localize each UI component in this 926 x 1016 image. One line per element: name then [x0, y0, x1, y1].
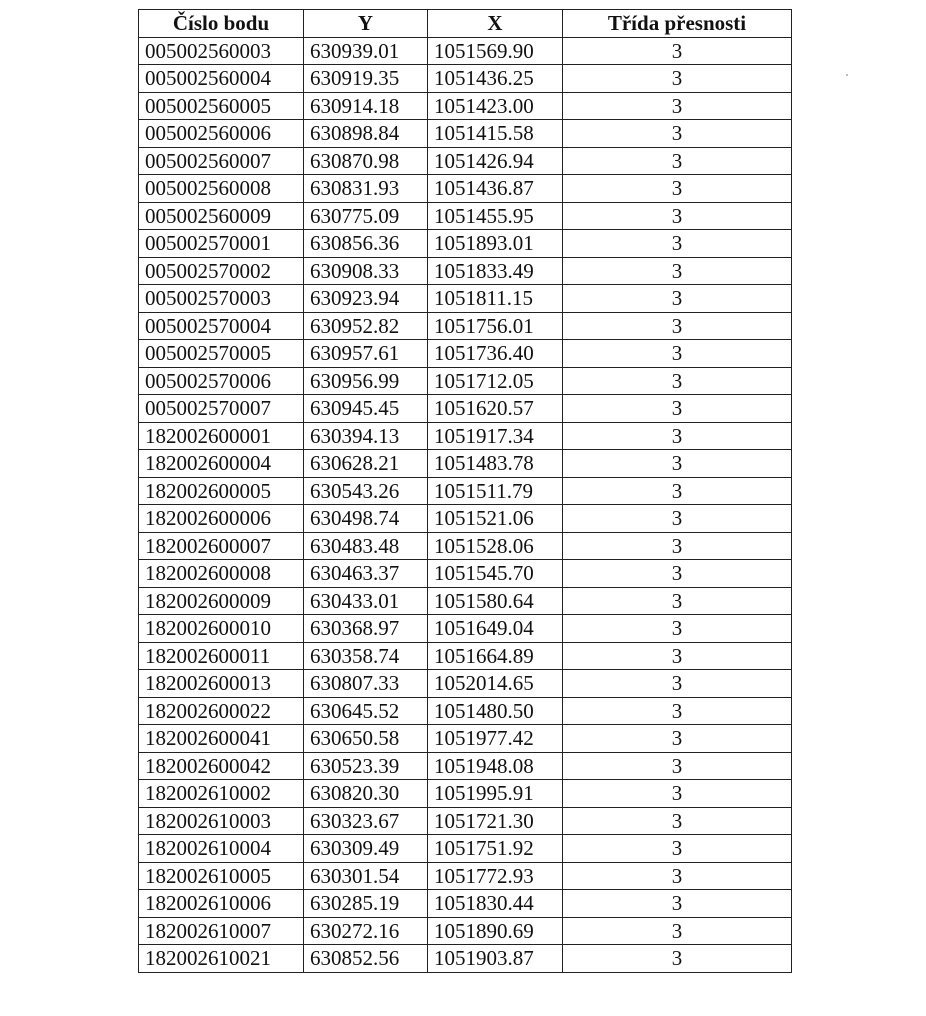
- point-number-cell: 005002570002: [139, 257, 304, 285]
- accuracy-class-cell: 3: [563, 670, 792, 698]
- accuracy-class-cell: 3: [563, 477, 792, 505]
- x-coordinate-cell: 1051620.57: [428, 395, 563, 423]
- table-row: [139, 917, 792, 945]
- table-row: [139, 615, 792, 643]
- header-row: [139, 10, 792, 38]
- y-coordinate-cell: 630807.33: [304, 670, 428, 698]
- header-x: X: [428, 10, 563, 38]
- accuracy-class-cell: 3: [563, 835, 792, 863]
- table-row: [139, 230, 792, 258]
- table-row: [139, 92, 792, 120]
- accuracy-class-cell: 3: [563, 175, 792, 203]
- table-row: [139, 587, 792, 615]
- point-number-cell: 005002570005: [139, 340, 304, 368]
- y-coordinate-cell: 630957.61: [304, 340, 428, 368]
- accuracy-class-cell: 3: [563, 587, 792, 615]
- accuracy-class-cell: 3: [563, 147, 792, 175]
- x-coordinate-cell: 1051436.25: [428, 65, 563, 93]
- point-number-cell: 182002600006: [139, 505, 304, 533]
- point-number-cell: 182002610004: [139, 835, 304, 863]
- accuracy-class-cell: 3: [563, 395, 792, 423]
- table-row: [139, 725, 792, 753]
- y-coordinate-cell: 630952.82: [304, 312, 428, 340]
- point-number-cell: 005002560008: [139, 175, 304, 203]
- point-number-cell: 005002570003: [139, 285, 304, 313]
- accuracy-class-cell: 3: [563, 560, 792, 588]
- accuracy-class-cell: 3: [563, 642, 792, 670]
- x-coordinate-cell: 1051756.01: [428, 312, 563, 340]
- x-coordinate-cell: 1051903.87: [428, 945, 563, 973]
- x-coordinate-cell: 1051712.05: [428, 367, 563, 395]
- table-row: [139, 532, 792, 560]
- point-number-cell: 182002610006: [139, 890, 304, 918]
- y-coordinate-cell: 630923.94: [304, 285, 428, 313]
- y-coordinate-cell: 630820.30: [304, 780, 428, 808]
- y-coordinate-cell: 630272.16: [304, 917, 428, 945]
- y-coordinate-cell: 630523.39: [304, 752, 428, 780]
- y-coordinate-cell: 630870.98: [304, 147, 428, 175]
- point-number-cell: 182002600013: [139, 670, 304, 698]
- accuracy-class-cell: 3: [563, 780, 792, 808]
- x-coordinate-cell: 1051830.44: [428, 890, 563, 918]
- accuracy-class-cell: 3: [563, 752, 792, 780]
- y-coordinate-cell: 630358.74: [304, 642, 428, 670]
- table-row: [139, 367, 792, 395]
- point-number-cell: 005002560004: [139, 65, 304, 93]
- point-number-cell: 182002610005: [139, 862, 304, 890]
- x-coordinate-cell: 1051511.79: [428, 477, 563, 505]
- y-coordinate-cell: 630908.33: [304, 257, 428, 285]
- table-body: [139, 37, 792, 972]
- y-coordinate-cell: 630498.74: [304, 505, 428, 533]
- y-coordinate-cell: 630628.21: [304, 450, 428, 478]
- y-coordinate-cell: 630463.37: [304, 560, 428, 588]
- point-number-cell: 182002600004: [139, 450, 304, 478]
- accuracy-class-cell: 3: [563, 312, 792, 340]
- table-row: [139, 560, 792, 588]
- x-coordinate-cell: 1051569.90: [428, 37, 563, 65]
- accuracy-class-cell: 3: [563, 862, 792, 890]
- table-row: [139, 450, 792, 478]
- scan-speck: [846, 74, 848, 76]
- table-row: [139, 670, 792, 698]
- table-row: [139, 835, 792, 863]
- table-row: [139, 642, 792, 670]
- point-number-cell: 005002570004: [139, 312, 304, 340]
- x-coordinate-cell: 1051772.93: [428, 862, 563, 890]
- table-row: [139, 807, 792, 835]
- point-number-cell: 182002600022: [139, 697, 304, 725]
- x-coordinate-cell: 1051426.94: [428, 147, 563, 175]
- point-number-cell: 182002600001: [139, 422, 304, 450]
- table-row: [139, 945, 792, 973]
- y-coordinate-cell: 630898.84: [304, 120, 428, 148]
- accuracy-class-cell: 3: [563, 697, 792, 725]
- y-coordinate-cell: 630285.19: [304, 890, 428, 918]
- accuracy-class-cell: 3: [563, 37, 792, 65]
- table-row: [139, 477, 792, 505]
- point-number-cell: 182002610007: [139, 917, 304, 945]
- table-row: [139, 395, 792, 423]
- accuracy-class-cell: 3: [563, 917, 792, 945]
- x-coordinate-cell: 1051995.91: [428, 780, 563, 808]
- point-number-cell: 182002600008: [139, 560, 304, 588]
- table-row: [139, 780, 792, 808]
- x-coordinate-cell: 1051833.49: [428, 257, 563, 285]
- table-row: [139, 340, 792, 368]
- accuracy-class-cell: 3: [563, 945, 792, 973]
- table-row: [139, 505, 792, 533]
- table-row: [139, 890, 792, 918]
- table-row: [139, 257, 792, 285]
- accuracy-class-cell: 3: [563, 450, 792, 478]
- point-number-cell: 005002560009: [139, 202, 304, 230]
- x-coordinate-cell: 1051893.01: [428, 230, 563, 258]
- y-coordinate-cell: 630852.56: [304, 945, 428, 973]
- x-coordinate-cell: 1051751.92: [428, 835, 563, 863]
- x-coordinate-cell: 1051948.08: [428, 752, 563, 780]
- x-coordinate-cell: 1051415.58: [428, 120, 563, 148]
- x-coordinate-cell: 1051580.64: [428, 587, 563, 615]
- accuracy-class-cell: 3: [563, 890, 792, 918]
- point-number-cell: 182002600010: [139, 615, 304, 643]
- table-row: [139, 697, 792, 725]
- accuracy-class-cell: 3: [563, 230, 792, 258]
- y-coordinate-cell: 630301.54: [304, 862, 428, 890]
- y-coordinate-cell: 630956.99: [304, 367, 428, 395]
- point-number-cell: 005002560005: [139, 92, 304, 120]
- x-coordinate-cell: 1051480.50: [428, 697, 563, 725]
- x-coordinate-cell: 1051890.69: [428, 917, 563, 945]
- point-number-cell: 005002560003: [139, 37, 304, 65]
- accuracy-class-cell: 3: [563, 725, 792, 753]
- point-number-cell: 005002560006: [139, 120, 304, 148]
- table-row: [139, 37, 792, 65]
- x-coordinate-cell: 1051436.87: [428, 175, 563, 203]
- accuracy-class-cell: 3: [563, 285, 792, 313]
- y-coordinate-cell: 630645.52: [304, 697, 428, 725]
- point-number-cell: 182002600005: [139, 477, 304, 505]
- y-coordinate-cell: 630775.09: [304, 202, 428, 230]
- x-coordinate-cell: 1051528.06: [428, 532, 563, 560]
- point-number-cell: 182002600041: [139, 725, 304, 753]
- table-row: [139, 175, 792, 203]
- header-y: Y: [304, 10, 428, 38]
- accuracy-class-cell: 3: [563, 92, 792, 120]
- y-coordinate-cell: 630323.67: [304, 807, 428, 835]
- accuracy-class-cell: 3: [563, 615, 792, 643]
- y-coordinate-cell: 630309.49: [304, 835, 428, 863]
- point-number-cell: 182002600007: [139, 532, 304, 560]
- x-coordinate-cell: 1051455.95: [428, 202, 563, 230]
- accuracy-class-cell: 3: [563, 532, 792, 560]
- point-number-cell: 005002570006: [139, 367, 304, 395]
- point-number-cell: 182002610002: [139, 780, 304, 808]
- table-row: [139, 862, 792, 890]
- table-row: [139, 312, 792, 340]
- x-coordinate-cell: 1051811.15: [428, 285, 563, 313]
- point-number-cell: 182002600009: [139, 587, 304, 615]
- point-number-cell: 182002610021: [139, 945, 304, 973]
- header-accuracy-class: Třída přesnosti: [563, 10, 792, 38]
- table-row: [139, 202, 792, 230]
- table-row: [139, 422, 792, 450]
- y-coordinate-cell: 630919.35: [304, 65, 428, 93]
- accuracy-class-cell: 3: [563, 807, 792, 835]
- accuracy-class-cell: 3: [563, 202, 792, 230]
- table-row: [139, 65, 792, 93]
- table-row: [139, 752, 792, 780]
- accuracy-class-cell: 3: [563, 340, 792, 368]
- x-coordinate-cell: 1051917.34: [428, 422, 563, 450]
- y-coordinate-cell: 630433.01: [304, 587, 428, 615]
- x-coordinate-cell: 1051545.70: [428, 560, 563, 588]
- point-number-cell: 182002600042: [139, 752, 304, 780]
- accuracy-class-cell: 3: [563, 367, 792, 395]
- accuracy-class-cell: 3: [563, 422, 792, 450]
- x-coordinate-cell: 1051721.30: [428, 807, 563, 835]
- x-coordinate-cell: 1051736.40: [428, 340, 563, 368]
- x-coordinate-cell: 1051664.89: [428, 642, 563, 670]
- y-coordinate-cell: 630939.01: [304, 37, 428, 65]
- table-row: [139, 147, 792, 175]
- y-coordinate-cell: 630914.18: [304, 92, 428, 120]
- table-row: [139, 120, 792, 148]
- y-coordinate-cell: 630650.58: [304, 725, 428, 753]
- y-coordinate-cell: 630394.13: [304, 422, 428, 450]
- y-coordinate-cell: 630945.45: [304, 395, 428, 423]
- x-coordinate-cell: 1051423.00: [428, 92, 563, 120]
- y-coordinate-cell: 630483.48: [304, 532, 428, 560]
- header-point-number: Číslo bodu: [139, 10, 304, 38]
- x-coordinate-cell: 1051649.04: [428, 615, 563, 643]
- accuracy-class-cell: 3: [563, 65, 792, 93]
- accuracy-class-cell: 3: [563, 505, 792, 533]
- table-row: [139, 285, 792, 313]
- x-coordinate-cell: 1052014.65: [428, 670, 563, 698]
- y-coordinate-cell: 630856.36: [304, 230, 428, 258]
- x-coordinate-cell: 1051521.06: [428, 505, 563, 533]
- accuracy-class-cell: 3: [563, 257, 792, 285]
- y-coordinate-cell: 630831.93: [304, 175, 428, 203]
- accuracy-class-cell: 3: [563, 120, 792, 148]
- x-coordinate-cell: 1051483.78: [428, 450, 563, 478]
- point-number-cell: 005002570007: [139, 395, 304, 423]
- point-number-cell: 005002560007: [139, 147, 304, 175]
- x-coordinate-cell: 1051977.42: [428, 725, 563, 753]
- y-coordinate-cell: 630543.26: [304, 477, 428, 505]
- point-number-cell: 005002570001: [139, 230, 304, 258]
- point-number-cell: 182002610003: [139, 807, 304, 835]
- point-number-cell: 182002600011: [139, 642, 304, 670]
- coordinates-table: [138, 9, 792, 973]
- y-coordinate-cell: 630368.97: [304, 615, 428, 643]
